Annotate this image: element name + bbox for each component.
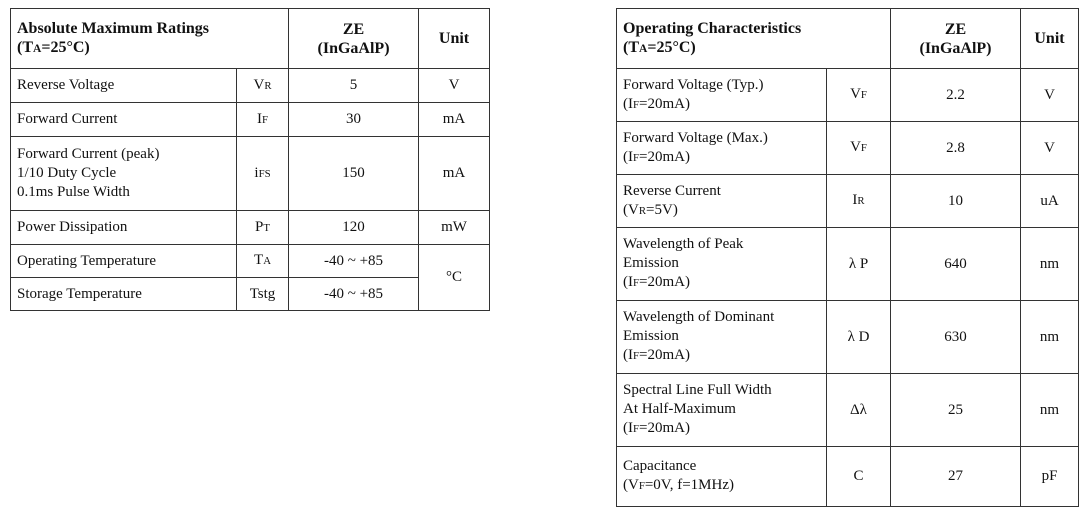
abs-table-condition: (TA=25°C) [17, 38, 90, 56]
param-cell: Capacitance (VF=0V, f=1MHz) [617, 447, 827, 507]
value-cell: 27 [891, 447, 1021, 507]
table-row [11, 137, 490, 211]
unit-cell: V [419, 69, 490, 103]
unit-cell: °C [419, 245, 490, 311]
symbol-cell: PT [237, 211, 289, 245]
op-table-header [617, 9, 891, 69]
abs-table-header [11, 9, 289, 69]
symbol-cell: IR [827, 175, 891, 228]
table-row [617, 301, 1079, 374]
value-cell: 25 [891, 374, 1021, 447]
op-ze-header: ZE (InGaAlP) [891, 9, 1021, 69]
unit-cell: V [1021, 122, 1079, 175]
symbol-cell: VF [827, 69, 891, 122]
symbol-cell: Δλ [827, 374, 891, 447]
value-cell: 120 [289, 211, 419, 245]
param-cell: Forward Current [11, 103, 237, 137]
table-row [617, 374, 1079, 447]
unit-cell: nm [1021, 301, 1079, 374]
absolute-maximum-ratings-table [10, 8, 490, 311]
symbol-cell: λ P [827, 228, 891, 301]
symbol-cell: VF [827, 122, 891, 175]
value-cell: 10 [891, 175, 1021, 228]
unit-cell: uA [1021, 175, 1079, 228]
unit-cell: V [1021, 69, 1079, 122]
unit-cell: mW [419, 211, 490, 245]
unit-cell: nm [1021, 374, 1079, 447]
param-cell: Reverse Voltage [11, 69, 237, 103]
param-cell: Reverse Current (VR=5V) [617, 175, 827, 228]
param-cell: Power Dissipation [11, 211, 237, 245]
symbol-cell: TA [237, 245, 289, 278]
value-cell: -40 ~ +85 [289, 245, 419, 278]
symbol-cell: λ D [827, 301, 891, 374]
table-row [11, 245, 490, 278]
table-row [617, 122, 1079, 175]
abs-table-title: Absolute Maximum Ratings [17, 19, 210, 37]
value-cell: -40 ~ +85 [289, 278, 419, 311]
operating-characteristics-table [616, 8, 1079, 507]
symbol-cell: IF [237, 103, 289, 137]
param-cell: Forward Voltage (Typ.) (IF=20mA) [617, 69, 827, 122]
symbol-cell: VR [237, 69, 289, 103]
value-cell: 630 [891, 301, 1021, 374]
abs-unit-header: Unit [419, 9, 490, 69]
value-cell: 640 [891, 228, 1021, 301]
unit-cell: nm [1021, 228, 1079, 301]
unit-cell: mA [419, 137, 490, 211]
param-cell: Wavelength of Dominant Emission (IF=20mA) [617, 301, 827, 374]
value-cell: 30 [289, 103, 419, 137]
value-cell: 2.2 [891, 69, 1021, 122]
value-cell: 150 [289, 137, 419, 211]
table-row [617, 228, 1079, 301]
unit-cell: pF [1021, 447, 1079, 507]
abs-ze-header: ZE (InGaAlP) [289, 9, 419, 69]
value-cell: 2.8 [891, 122, 1021, 175]
symbol-cell: C [827, 447, 891, 507]
value-cell: 5 [289, 69, 419, 103]
table-row [11, 103, 490, 137]
unit-cell: mA [419, 103, 490, 137]
table-row [617, 175, 1079, 228]
param-cell: Spectral Line Full Width At Half-Maximum (IF=20mA) [617, 374, 827, 447]
op-table-title: Operating Characteristics [623, 19, 802, 37]
table-row [11, 278, 490, 311]
symbol-cell: iFS [237, 137, 289, 211]
op-table-condition: (TA=25°C) [623, 38, 696, 56]
op-unit-header: Unit [1021, 9, 1079, 69]
table-row [11, 211, 490, 245]
param-cell: Operating Temperature [11, 245, 237, 278]
param-cell: Forward Voltage (Max.) (IF=20mA) [617, 122, 827, 175]
table-row [617, 447, 1079, 507]
table-row [617, 69, 1079, 122]
param-cell: Storage Temperature [11, 278, 237, 311]
table-row [11, 69, 490, 103]
param-cell: Wavelength of Peak Emission (IF=20mA) [617, 228, 827, 301]
param-cell: Forward Current (peak) 1/10 Duty Cycle 0.1ms Pulse Width [11, 137, 237, 211]
symbol-cell: Tstg [237, 278, 289, 311]
